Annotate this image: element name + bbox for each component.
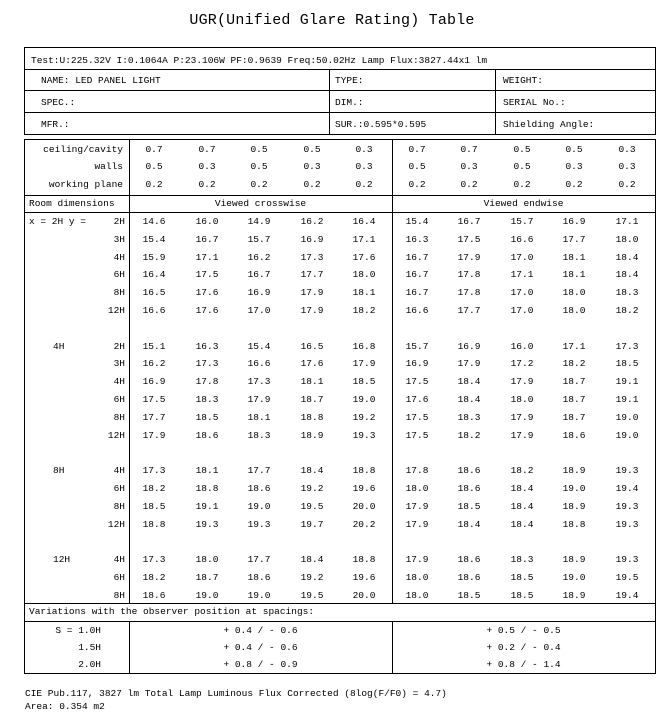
ugr-value: 19.0	[352, 394, 376, 405]
ugr-value: 17.1	[352, 233, 376, 245]
ugr-value: 18.6	[247, 572, 271, 583]
ugr-value: 17.9	[405, 500, 429, 512]
variation-crosswise: + 0.4 / - 0.6	[223, 625, 298, 636]
reflectance-value: 0.3	[303, 161, 321, 172]
room-x-label: 12H	[53, 554, 71, 566]
ugr-value: 17.9	[510, 376, 534, 388]
room-y-label: 8H	[113, 589, 125, 601]
ugr-value: 18.3	[457, 411, 481, 423]
ugr-value: 16.7	[405, 269, 429, 281]
ugr-value: 16.9	[562, 216, 586, 227]
variation-endwise: + 0.8 / - 1.4	[486, 659, 561, 670]
room-y-label: 6H	[113, 269, 125, 281]
ugr-value: 18.0	[562, 305, 586, 316]
ugr-value: 16.0	[510, 340, 534, 352]
ugr-value: 18.6	[457, 554, 481, 566]
reflectance-value: 0.2	[565, 179, 583, 190]
ugr-value: 18.6	[247, 483, 271, 494]
ugr-value: 19.3	[352, 429, 376, 441]
room-xy-label: x = 2H y =	[29, 216, 87, 227]
ugr-value: 14.6	[142, 216, 166, 227]
reflectance-value: 0.5	[513, 144, 531, 155]
ugr-value: 18.2	[562, 358, 586, 370]
ugr-value: 16.5	[300, 340, 324, 352]
ugr-value: 15.7	[405, 340, 429, 352]
room-y-label: 6H	[113, 394, 125, 405]
reflectance-value: 0.3	[355, 144, 373, 155]
ugr-value: 18.1	[352, 287, 376, 299]
ugr-value: 18.8	[352, 465, 376, 477]
ugr-value: 16.3	[405, 233, 429, 245]
ugr-value: 19.0	[247, 589, 271, 601]
ugr-value: 18.6	[562, 429, 586, 441]
ugr-value: 19.0	[615, 411, 639, 423]
ugr-value: 17.5	[405, 429, 429, 441]
ugr-value: 18.7	[300, 394, 324, 405]
room-y-label: 3H	[113, 233, 125, 245]
room-y-label: 6H	[113, 572, 125, 583]
ugr-value: 18.0	[510, 394, 534, 405]
ugr-value: 18.0	[562, 287, 586, 299]
reflectance-value: 0.5	[408, 161, 426, 172]
ugr-value: 17.6	[352, 251, 376, 263]
room-y-label: 6H	[113, 483, 125, 494]
ugr-value: 16.9	[405, 358, 429, 370]
ugr-value: 20.0	[352, 500, 376, 512]
ugr-value: 17.7	[300, 269, 324, 281]
ugr-value: 18.5	[142, 500, 166, 512]
reflectance-value: 0.2	[513, 179, 531, 190]
ugr-value: 18.1	[300, 376, 324, 388]
ugr-value: 15.9	[142, 251, 166, 263]
room-y-label: 4H	[113, 554, 125, 566]
ugr-value: 18.6	[142, 589, 166, 601]
reflectance-value: 0.2	[460, 179, 478, 190]
sur-field: SUR.:0.595*0.595	[335, 119, 427, 130]
ugr-value: 16.9	[142, 376, 166, 388]
viewed-crosswise-label: Viewed crosswise	[214, 198, 307, 209]
ugr-value: 16.9	[300, 233, 324, 245]
ugr-value: 17.5	[405, 376, 429, 388]
room-x-label: 8H	[53, 465, 65, 477]
ugr-value: 17.0	[510, 251, 534, 263]
ugr-value: 18.5	[615, 358, 639, 370]
ugr-value: 17.5	[405, 411, 429, 423]
ugr-value: 16.2	[142, 358, 166, 370]
ugr-value: 17.0	[247, 305, 271, 316]
reflectance-label: ceiling/cavity	[43, 144, 123, 155]
ugr-value: 18.4	[510, 483, 534, 494]
reflectance-value: 0.2	[303, 179, 321, 190]
ugr-value: 17.0	[510, 287, 534, 299]
reflectance-value: 0.3	[355, 161, 373, 172]
ugr-value: 18.8	[195, 483, 219, 494]
ugr-value: 15.7	[247, 233, 271, 245]
ugr-value: 17.0	[510, 305, 534, 316]
reflectance-value: 0.5	[145, 161, 163, 172]
ugr-value: 19.1	[615, 394, 639, 405]
ugr-value: 18.4	[615, 269, 639, 281]
ugr-value: 17.7	[247, 465, 271, 477]
ugr-value: 17.8	[195, 376, 219, 388]
ugr-value: 17.9	[457, 358, 481, 370]
room-y-label: 8H	[113, 287, 125, 299]
ugr-value: 15.7	[510, 216, 534, 227]
room-y-label: 4H	[113, 376, 125, 388]
ugr-value: 18.5	[195, 411, 219, 423]
room-y-label: 3H	[113, 358, 125, 370]
room-y-label: 12H	[107, 518, 125, 530]
ugr-value: 16.3	[195, 340, 219, 352]
ugr-value: 18.6	[457, 465, 481, 477]
variations-title: Variations with the observer position at spacings:	[29, 606, 315, 617]
room-y-label: 2H	[113, 216, 125, 227]
variation-spacing: 1.5H	[78, 642, 101, 653]
variation-spacing: S = 1.0H	[55, 625, 101, 636]
ugr-value: 16.2	[300, 216, 324, 227]
ugr-value: 18.2	[510, 465, 534, 477]
shielding-field: Shielding Angle:	[503, 119, 595, 130]
ugr-value: 17.7	[247, 554, 271, 566]
ugr-value: 18.9	[562, 500, 586, 512]
ugr-value: 17.1	[562, 340, 586, 352]
room-y-label: 2H	[113, 340, 125, 352]
variation-crosswise: + 0.4 / - 0.6	[223, 642, 298, 653]
ugr-value: 18.8	[300, 411, 324, 423]
ugr-value: 19.3	[247, 518, 271, 530]
reflectance-value: 0.3	[565, 161, 583, 172]
room-y-label: 12H	[107, 429, 125, 441]
ugr-value: 17.1	[510, 269, 534, 281]
room-dimensions-label: Room dimensions	[29, 198, 115, 209]
reflectance-label: working plane	[48, 179, 123, 190]
ugr-value: 17.7	[142, 411, 166, 423]
ugr-value: 18.2	[142, 483, 166, 494]
ugr-value: 19.3	[615, 500, 639, 512]
reflectance-value: 0.2	[198, 179, 216, 190]
room-y-label: 8H	[113, 500, 125, 512]
ugr-value: 18.4	[457, 394, 481, 405]
ugr-value: 18.0	[405, 483, 429, 494]
ugr-value: 17.3	[247, 376, 271, 388]
variation-endwise: + 0.2 / - 0.4	[486, 642, 561, 653]
ugr-value: 18.4	[615, 251, 639, 263]
ugr-value: 19.5	[300, 589, 324, 601]
ugr-value: 19.5	[615, 572, 639, 583]
ugr-value: 17.8	[457, 269, 481, 281]
ugr-value: 18.3	[195, 394, 219, 405]
ugr-value: 19.0	[562, 572, 586, 583]
ugr-value: 18.7	[562, 411, 586, 423]
ugr-value: 19.0	[247, 500, 271, 512]
reflectance-value: 0.7	[408, 144, 426, 155]
ugr-value: 17.1	[195, 251, 219, 263]
ugr-value: 16.5	[142, 287, 166, 299]
ugr-value: 18.9	[562, 465, 586, 477]
room-y-label: 4H	[113, 465, 125, 477]
ugr-value: 18.5	[510, 572, 534, 583]
ugr-value: 17.9	[510, 429, 534, 441]
ugr-value: 17.9	[142, 429, 166, 441]
type-field: TYPE:	[335, 75, 364, 86]
page-title: UGR(Unified Glare Rating) Table	[189, 12, 475, 29]
room-x-label: 4H	[53, 340, 65, 352]
ugr-value: 16.7	[195, 233, 219, 245]
ugr-value: 18.9	[562, 589, 586, 601]
ugr-value: 16.7	[457, 216, 481, 227]
mfr-field: MFR.:	[41, 119, 70, 130]
ugr-value: 18.4	[300, 465, 324, 477]
ugr-value: 18.8	[562, 518, 586, 530]
reflectance-value: 0.7	[460, 144, 478, 155]
ugr-value: 16.7	[247, 269, 271, 281]
ugr-value: 18.0	[615, 233, 639, 245]
ugr-value: 19.0	[195, 589, 219, 601]
ugr-value: 18.1	[247, 411, 271, 423]
ugr-value: 17.3	[142, 554, 166, 566]
ugr-value: 19.2	[300, 483, 324, 494]
reflectance-label: walls	[94, 161, 123, 172]
ugr-value: 18.8	[142, 518, 166, 530]
ugr-value: 17.3	[142, 465, 166, 477]
ugr-value: 19.2	[300, 572, 324, 583]
ugr-value: 19.4	[615, 483, 639, 494]
ugr-value: 16.4	[142, 269, 166, 281]
ugr-value: 18.7	[195, 572, 219, 583]
ugr-value: 18.9	[562, 554, 586, 566]
ugr-value: 17.3	[615, 340, 639, 352]
ugr-value: 18.2	[352, 305, 376, 316]
ugr-value: 15.4	[247, 340, 271, 352]
ugr-value: 16.6	[142, 305, 166, 316]
ugr-value: 17.9	[247, 394, 271, 405]
ugr-value: 19.3	[615, 465, 639, 477]
ugr-value: 18.6	[457, 483, 481, 494]
reflectance-value: 0.2	[408, 179, 426, 190]
ugr-value: 18.7	[562, 394, 586, 405]
ugr-value: 17.9	[457, 251, 481, 263]
ugr-value: 17.8	[405, 465, 429, 477]
ugr-value: 16.7	[405, 287, 429, 299]
ugr-value: 18.3	[510, 554, 534, 566]
viewed-endwise-label: Viewed endwise	[483, 198, 564, 209]
ugr-value: 17.9	[405, 518, 429, 530]
reflectance-value: 0.3	[618, 161, 636, 172]
ugr-value: 17.1	[615, 216, 639, 227]
ugr-value: 18.4	[300, 554, 324, 566]
ugr-value: 18.5	[457, 589, 481, 601]
ugr-value: 17.7	[457, 305, 481, 316]
ugr-value: 18.3	[247, 429, 271, 441]
ugr-value: 19.0	[615, 429, 639, 441]
ugr-value: 18.0	[352, 269, 376, 281]
ugr-value: 18.1	[562, 269, 586, 281]
room-y-label: 12H	[107, 305, 125, 316]
ugr-value: 18.2	[615, 305, 639, 316]
ugr-value: 19.1	[195, 500, 219, 512]
ugr-value: 17.5	[457, 233, 481, 245]
ugr-value: 18.5	[457, 500, 481, 512]
ugr-value: 18.6	[457, 572, 481, 583]
ugr-value: 16.4	[352, 216, 376, 227]
ugr-value: 17.9	[300, 305, 324, 316]
reflectance-value: 0.2	[355, 179, 373, 190]
ugr-value: 17.6	[195, 305, 219, 316]
reflectance-value: 0.3	[618, 144, 636, 155]
reflectance-value: 0.5	[250, 144, 268, 155]
ugr-value: 18.2	[142, 572, 166, 583]
ugr-value: 17.6	[405, 394, 429, 405]
name-field: NAME: LED PANEL LIGHT	[41, 75, 161, 86]
ugr-value: 18.4	[510, 518, 534, 530]
ugr-value: 19.4	[615, 589, 639, 601]
ugr-value: 15.1	[142, 340, 166, 352]
ugr-value: 19.6	[352, 483, 376, 494]
ugr-value: 18.0	[195, 554, 219, 566]
ugr-value: 18.1	[562, 251, 586, 263]
ugr-value: 17.9	[405, 554, 429, 566]
ugr-value: 17.9	[300, 287, 324, 299]
reflectance-value: 0.7	[145, 144, 163, 155]
ugr-value: 18.0	[405, 572, 429, 583]
ugr-value: 17.7	[562, 233, 586, 245]
ugr-value: 14.9	[247, 216, 271, 227]
ugr-value: 15.4	[405, 216, 429, 227]
reflectance-value: 0.2	[250, 179, 268, 190]
ugr-value: 18.4	[457, 376, 481, 388]
ugr-value: 19.1	[615, 376, 639, 388]
ugr-value: 19.0	[562, 483, 586, 494]
variation-endwise: + 0.5 / - 0.5	[486, 625, 561, 636]
ugr-value: 17.8	[457, 287, 481, 299]
ugr-value: 17.3	[195, 358, 219, 370]
ugr-table	[24, 139, 656, 674]
ugr-value: 17.5	[142, 394, 166, 405]
ugr-value: 16.9	[457, 340, 481, 352]
ugr-value: 17.5	[195, 269, 219, 281]
ugr-value: 16.0	[195, 216, 219, 227]
ugr-value: 16.9	[247, 287, 271, 299]
room-y-label: 4H	[113, 251, 125, 263]
ugr-value: 18.9	[300, 429, 324, 441]
variation-spacing: 2.0H	[78, 659, 101, 670]
footer-cie-line: CIE Pub.117, 3827 lm Total Lamp Luminous Flux Corrected (8log(F/F0) = 4.7)	[25, 688, 447, 699]
ugr-value: 17.6	[300, 358, 324, 370]
reflectance-value: 0.3	[460, 161, 478, 172]
ugr-value: 18.8	[352, 554, 376, 566]
room-y-label: 8H	[113, 411, 125, 423]
spec-field: SPEC.:	[41, 97, 76, 108]
serial-field: SERIAL No.:	[503, 97, 566, 108]
ugr-value: 17.9	[352, 358, 376, 370]
ugr-value: 19.7	[300, 518, 324, 530]
reflectance-value: 0.5	[565, 144, 583, 155]
ugr-value: 16.7	[405, 251, 429, 263]
ugr-value: 19.3	[195, 518, 219, 530]
header-info-box	[24, 47, 656, 135]
weight-field: WEIGHT:	[503, 75, 543, 86]
ugr-value: 19.3	[615, 518, 639, 530]
variation-crosswise: + 0.8 / - 0.9	[223, 659, 298, 670]
ugr-value: 20.0	[352, 589, 376, 601]
ugr-value: 18.5	[510, 589, 534, 601]
ugr-value: 18.4	[457, 518, 481, 530]
ugr-value: 18.2	[457, 429, 481, 441]
ugr-value: 15.4	[142, 233, 166, 245]
ugr-value: 18.0	[405, 589, 429, 601]
footer-area-line: Area: 0.354 m2	[25, 701, 105, 712]
reflectance-value: 0.5	[250, 161, 268, 172]
ugr-value: 16.6	[247, 358, 271, 370]
ugr-value: 17.9	[510, 411, 534, 423]
ugr-value: 16.2	[247, 251, 271, 263]
ugr-value: 19.6	[352, 572, 376, 583]
ugr-value: 17.3	[300, 251, 324, 263]
reflectance-value: 0.2	[618, 179, 636, 190]
ugr-value: 18.7	[562, 376, 586, 388]
reflectance-value: 0.5	[513, 161, 531, 172]
ugr-value: 19.2	[352, 411, 376, 423]
ugr-value: 18.1	[195, 465, 219, 477]
ugr-value: 18.5	[352, 376, 376, 388]
ugr-value: 18.3	[615, 287, 639, 299]
ugr-value: 17.2	[510, 358, 534, 370]
ugr-value: 20.2	[352, 518, 376, 530]
ugr-value: 18.4	[510, 500, 534, 512]
ugr-value: 16.6	[510, 233, 534, 245]
reflectance-value: 0.7	[198, 144, 216, 155]
ugr-value: 19.3	[615, 554, 639, 566]
test-line: Test:U:225.32V I:0.1064A P:23.106W PF:0.9639 Freq:50.02Hz Lamp Flux:3827.44x1 lm	[31, 55, 488, 66]
ugr-value: 16.6	[405, 305, 429, 316]
ugr-value: 16.8	[352, 340, 376, 352]
ugr-value: 19.5	[300, 500, 324, 512]
reflectance-value: 0.2	[145, 179, 163, 190]
ugr-value: 18.6	[195, 429, 219, 441]
dim-field: DIM.:	[335, 97, 364, 108]
ugr-value: 17.6	[195, 287, 219, 299]
reflectance-value: 0.5	[303, 144, 321, 155]
reflectance-value: 0.3	[198, 161, 216, 172]
